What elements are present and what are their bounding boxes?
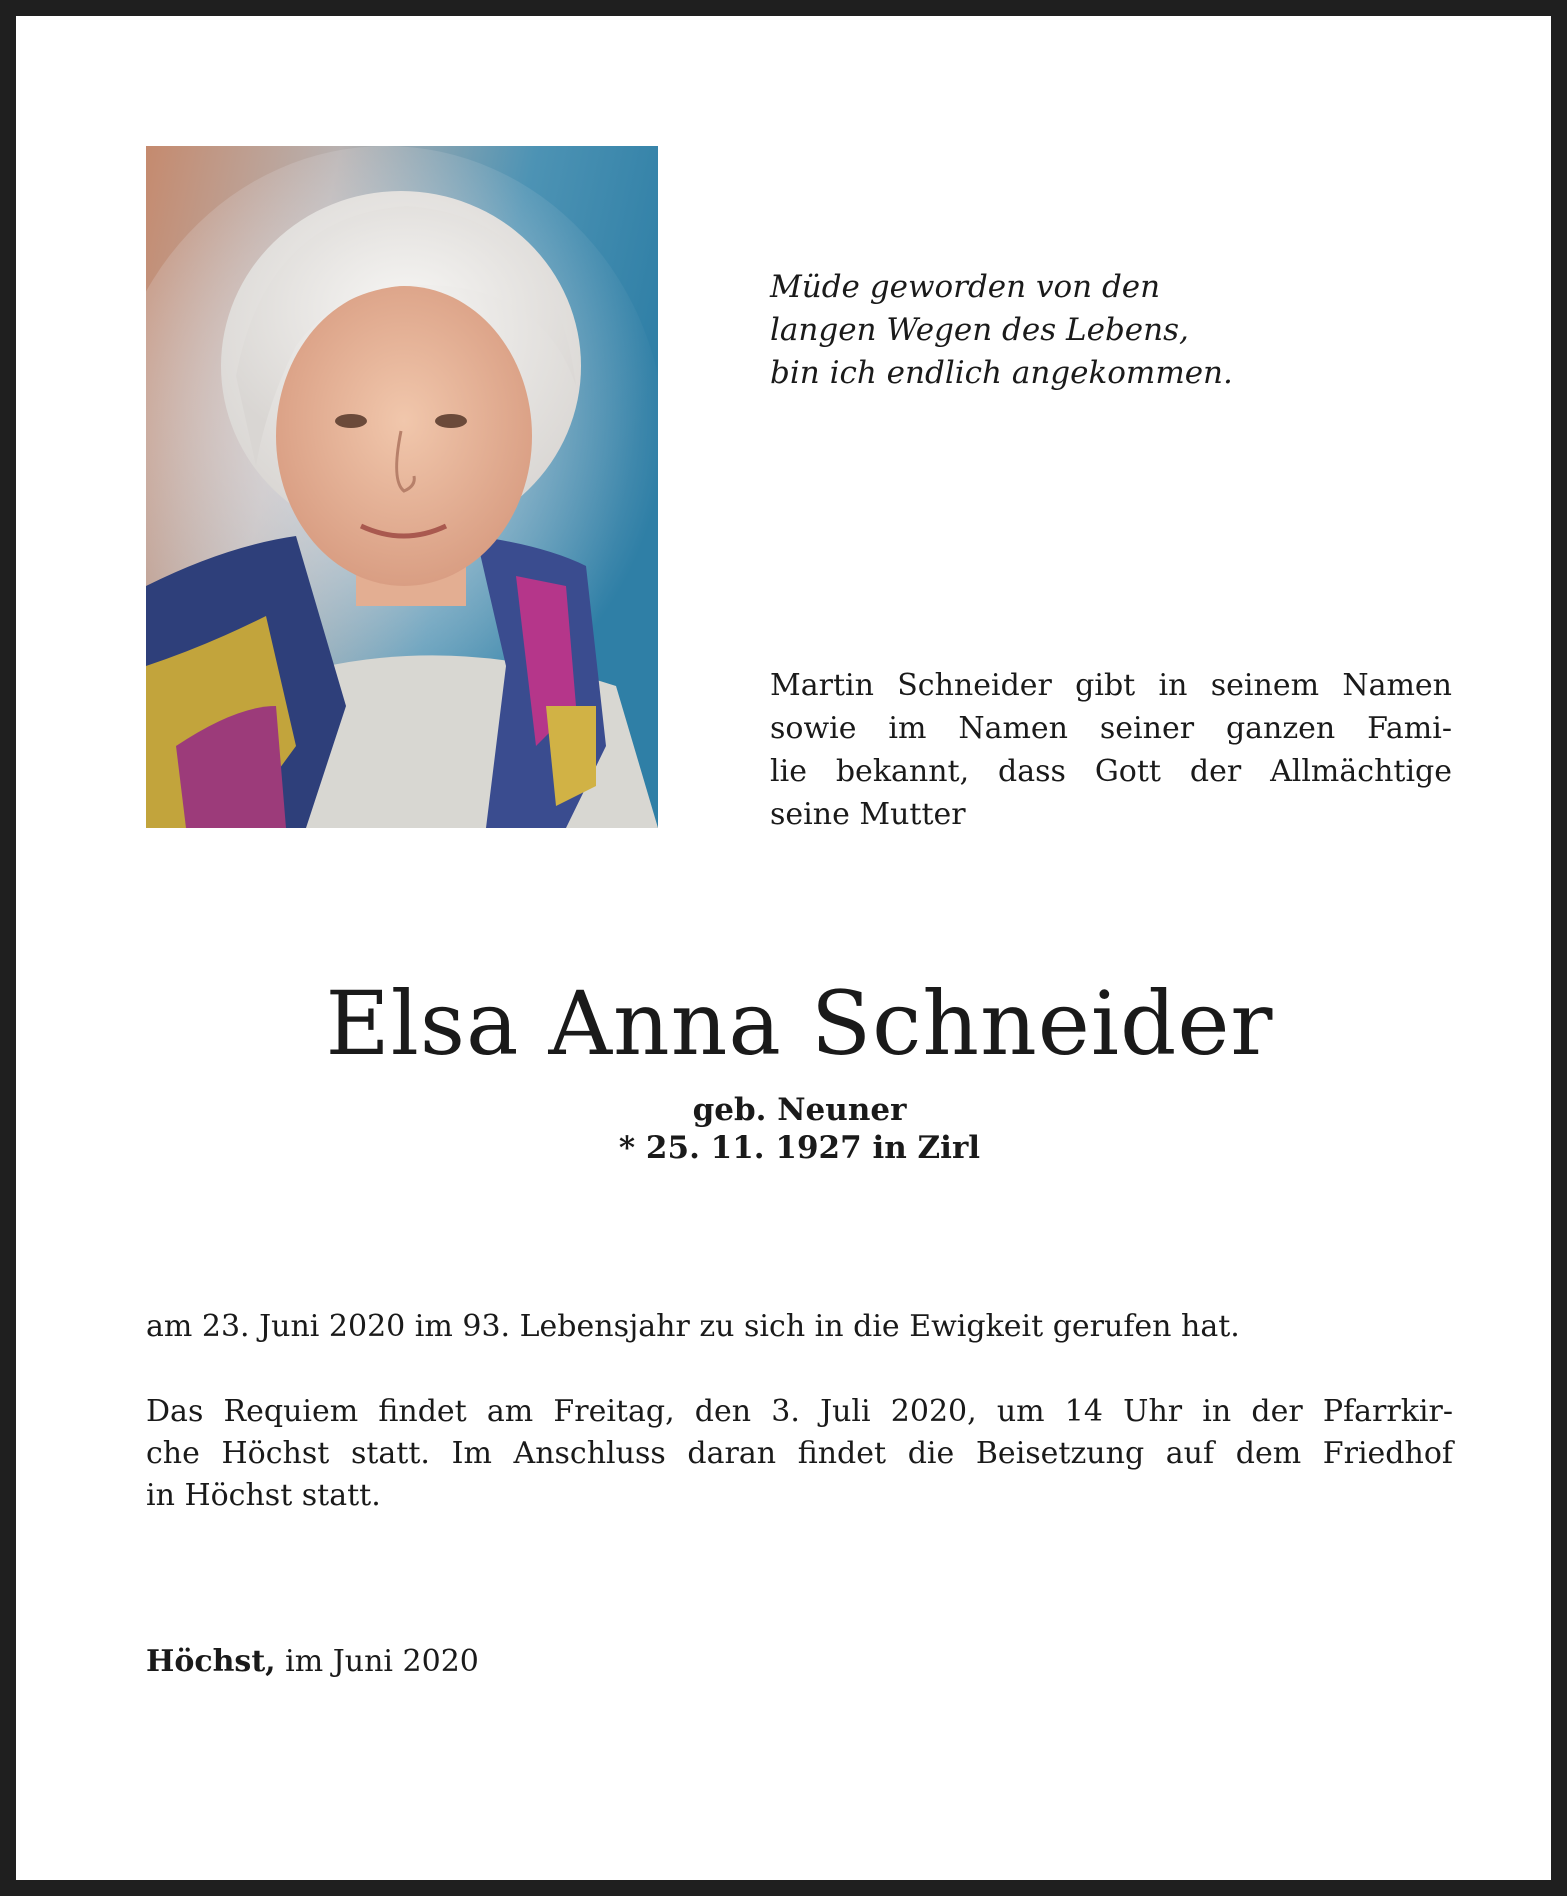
requiem-line: in Höchst statt. bbox=[146, 1478, 381, 1513]
death-line: am 23. Juni 2020 im 93. Lebensjahr zu sich in die Ewigkeit gerufen hat. bbox=[146, 1309, 1240, 1344]
portrait-image bbox=[146, 146, 658, 828]
portrait-photo bbox=[146, 146, 658, 828]
requiem-line: Das Requiem findet am Freitag, den 3. Juli 2020, um 14 Uhr in der Pfarrkir- bbox=[146, 1394, 1453, 1429]
motto-line: bin ich endlich angekommen. bbox=[770, 355, 1233, 391]
motto-line: langen Wegen des Lebens, bbox=[770, 312, 1189, 348]
birth-name: geb. Neuner bbox=[692, 1092, 907, 1128]
requiem-line: che Höchst statt. Im Anschluss daran findet die Beisetzung auf dem Friedhof bbox=[146, 1436, 1453, 1471]
birth-date-place: * 25. 11. 1927 in Zirl bbox=[618, 1130, 981, 1166]
requiem-paragraph bbox=[146, 1391, 1453, 1517]
birth-details bbox=[16, 1091, 1567, 1167]
footer-date: im Juni 2020 bbox=[285, 1644, 479, 1679]
motto-verse bbox=[770, 266, 1470, 395]
announcement-text bbox=[770, 664, 1452, 836]
deceased-name: Elsa Anna Schneider bbox=[325, 972, 1274, 1075]
place-date-line bbox=[146, 1641, 479, 1683]
place-name: Höchst, bbox=[146, 1644, 276, 1679]
announcement-line: seine Mutter bbox=[770, 797, 966, 832]
announcement-line: Martin Schneider gibt in seinem Namen bbox=[770, 668, 1452, 703]
announcement-line: lie bekannt, dass Gott der Allmächtige bbox=[770, 754, 1452, 789]
announcement-line: sowie im Namen seiner ganzen Fami- bbox=[770, 711, 1452, 746]
death-paragraph bbox=[146, 1306, 1453, 1348]
motto-line: Müde geworden von den bbox=[770, 269, 1161, 305]
